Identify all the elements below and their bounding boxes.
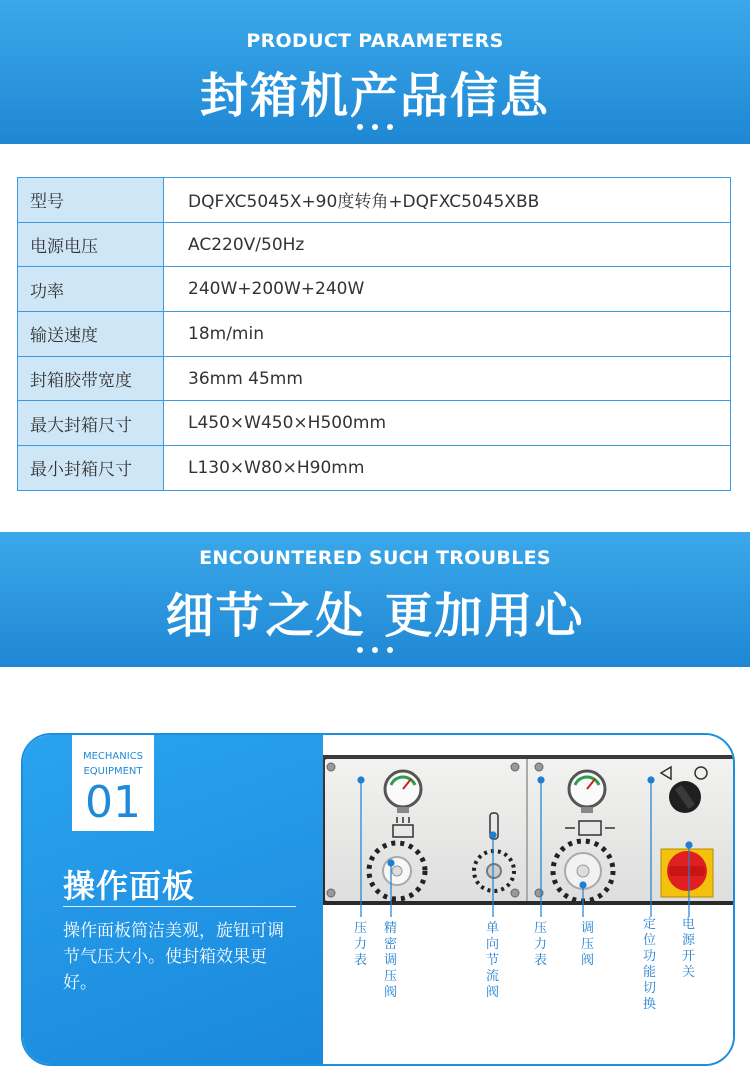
table-row	[18, 401, 731, 446]
operation-panel-card	[21, 733, 735, 1066]
section-number-badge	[72, 735, 154, 831]
details-banner	[0, 532, 750, 667]
row-label: 最大封箱尺寸	[18, 401, 164, 446]
row-value: AC220V/50Hz	[164, 222, 731, 267]
row-value: L450×W450×H500mm	[164, 401, 731, 446]
callout-regulator: 调压阀	[581, 921, 595, 968]
row-label: 电源电压	[18, 222, 164, 267]
banner-chinese-title: 封箱机产品信息	[199, 68, 550, 124]
table-row	[18, 222, 731, 267]
row-label: 封箱胶带宽度	[18, 356, 164, 401]
spec-table	[17, 177, 731, 491]
row-label: 型号	[18, 178, 164, 223]
callout-power-switch: 电源开关	[682, 917, 696, 980]
row-value: 18m/min	[164, 312, 731, 357]
title-divider	[63, 906, 296, 907]
row-label: 功率	[18, 267, 164, 312]
table-row	[18, 356, 731, 401]
product-parameters-banner	[0, 0, 750, 144]
table-row	[18, 446, 731, 491]
banner-dots	[0, 124, 750, 130]
callout-pressure-gauge-2: 压力表	[534, 921, 548, 968]
badge-number: 01	[85, 777, 141, 828]
row-value: L130×W80×H90mm	[164, 446, 731, 491]
table-row	[18, 312, 731, 357]
callout-pressure-gauge-1: 压力表	[354, 921, 368, 968]
badge-label-line1: MECHANICS	[82, 751, 144, 762]
card-left-panel	[23, 735, 323, 1064]
row-label: 输送速度	[18, 312, 164, 357]
card-description: 操作面板简洁美观，旋钮可调节气压大小。使封箱效果更好。	[63, 921, 284, 993]
row-label: 最小封箱尺寸	[18, 446, 164, 491]
table-row	[18, 267, 731, 312]
banner-english-title: ENCOUNTERED SUCH TROUBLES	[199, 547, 551, 569]
machine-photo-area	[323, 735, 735, 1064]
table-row	[18, 178, 731, 223]
badge-label-line2: EQUIPMENT	[83, 766, 143, 777]
callout-position-switch: 定位功能切换	[643, 917, 657, 1012]
row-value: 240W+200W+240W	[164, 267, 731, 312]
banner-chinese-title: 细节之处 更加用心	[165, 588, 585, 644]
banner-dots	[0, 647, 750, 653]
card-title: 操作面板	[63, 867, 196, 905]
banner-english-title: PRODUCT PARAMETERS	[246, 30, 504, 52]
callout-precision-regulator: 精密调压阀	[384, 921, 398, 1000]
callout-lines	[323, 735, 735, 1066]
row-value: 36mm 45mm	[164, 356, 731, 401]
callout-flow-valve: 单向节流阀	[486, 921, 500, 1000]
row-value: DQFXC5045X+90度转角+DQFXC5045XBB	[164, 178, 731, 223]
